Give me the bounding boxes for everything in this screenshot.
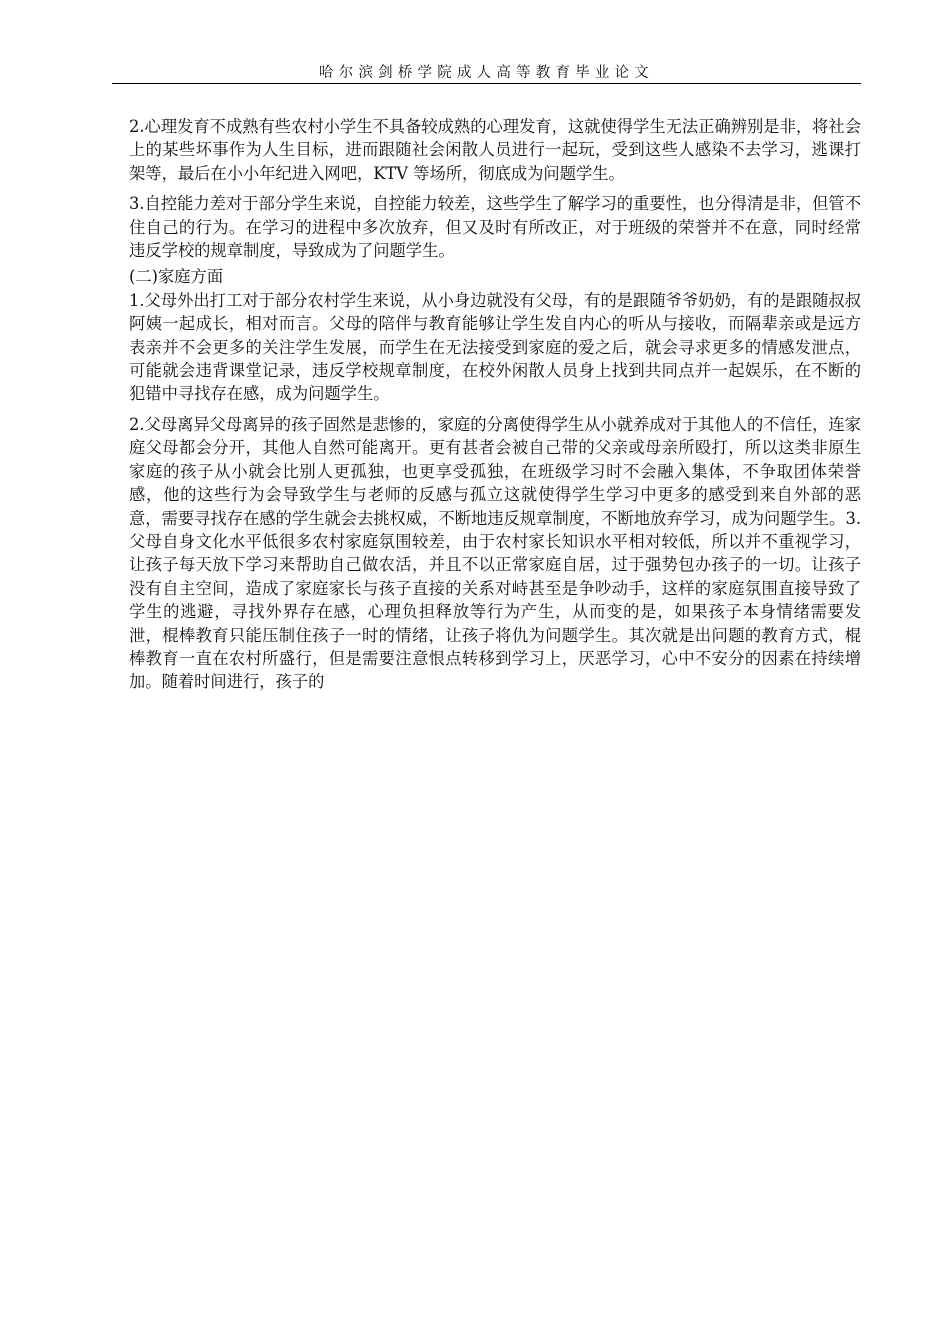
- paragraph-psychological-development: 2.心理发育不成熟有些农村小学生不具备较成熟的心理发育，这就使得学生无法正确辨别是非，将社会上的某些坏事作为人生目标，进而跟随社会闲散人员进行一起玩，受到这些人感染不去学习，逃课打架等，最后在小小年纪进入网吧，KTV 等场所，彻底成为问题学生。: [129, 117, 861, 183]
- header-divider: [112, 83, 861, 84]
- paragraph-parents-working-away: 1.父母外出打工对于部分农村学生来说，从小身边就没有父母，有的是跟随爷爷奶奶，有的是跟随叔叔阿姨一起成长，相对而言。父母的陪伴与教育能够让学生发自内心的听从与接收，而隔辈亲或是远方表亲并不会更多的关注学生发展，而学生在无法接受到家庭的爱之后，就会寻求更多的情感发泄点，可能就会违背课堂记录，违反学校规章制度，在校外闲散人员身上找到共同点并一起娱乐，在不断的犯错中寻找存在感，成为问题学生。: [129, 290, 861, 404]
- section-heading-family: (二)家庭方面: [129, 267, 224, 287]
- paragraph-parents-divorced: 2.父母离异父母离异的孩子固然是悲惨的，家庭的分离使得学生从小就养成对于其他人的不信任，连家庭父母都会分开，其他人自然可能离开。更有甚者会被自己带的父亲或母亲所殴打，所以这类非原生家庭的孩子从小就会比别人更孤独，也更享受孤独，在班级学习时不会融入集体，不争取团体荣誉感，他的这些行为会导致学生与老师的反感与孤立这就使得学生学习中更多的感受到来自外部的恶意，需要寻找存在感的学生就会去挑权威，不断地违反规章制度，不断地放弃学习，成为问题学生。3.父母自身文化水平低很多农村家庭氛围较差，由于农村家长知识水平相对较低，所以并不重视学习，让孩子每天放下学习来帮助自己做农活，并且不以正常家庭自居，过于强势包办孩子的一切。让孩子没有自主空间，造成了家庭家长与孩子直接的关系对峙甚至是争吵动手，这样的家庭氛围直接导致了学生的逃避，寻找外界存在感，心理负担释放等行为产生，从而变的是，如果孩子本身情绪需要发泄，棍棒教育只能压制住孩子一时的情绪，让孩子将仇为问题学生。其次就是出问题的教育方式，棍棒教育一直在农村所盛行，但是需要注意恨点转移到学习上，厌恶学习，心中不安分的因素在持续增加。随着时间进行，孩子的: [129, 414, 861, 692]
- document-body: [129, 115, 861, 694]
- paragraph-self-control: 3.自控能力差对于部分学生来说，自控能力较差，这些学生了解学习的重要性，也分得清是非，但管不住自己的行为。在学习的进程中多次放弃，但又及时有所改正，对于班级的荣誉并不在意，同时经常违反学校的规章制度，导致成为了问题学生。: [129, 194, 861, 261]
- page-header-title: 哈尔滨剑桥学院成人高等教育毕业论文: [319, 65, 654, 81]
